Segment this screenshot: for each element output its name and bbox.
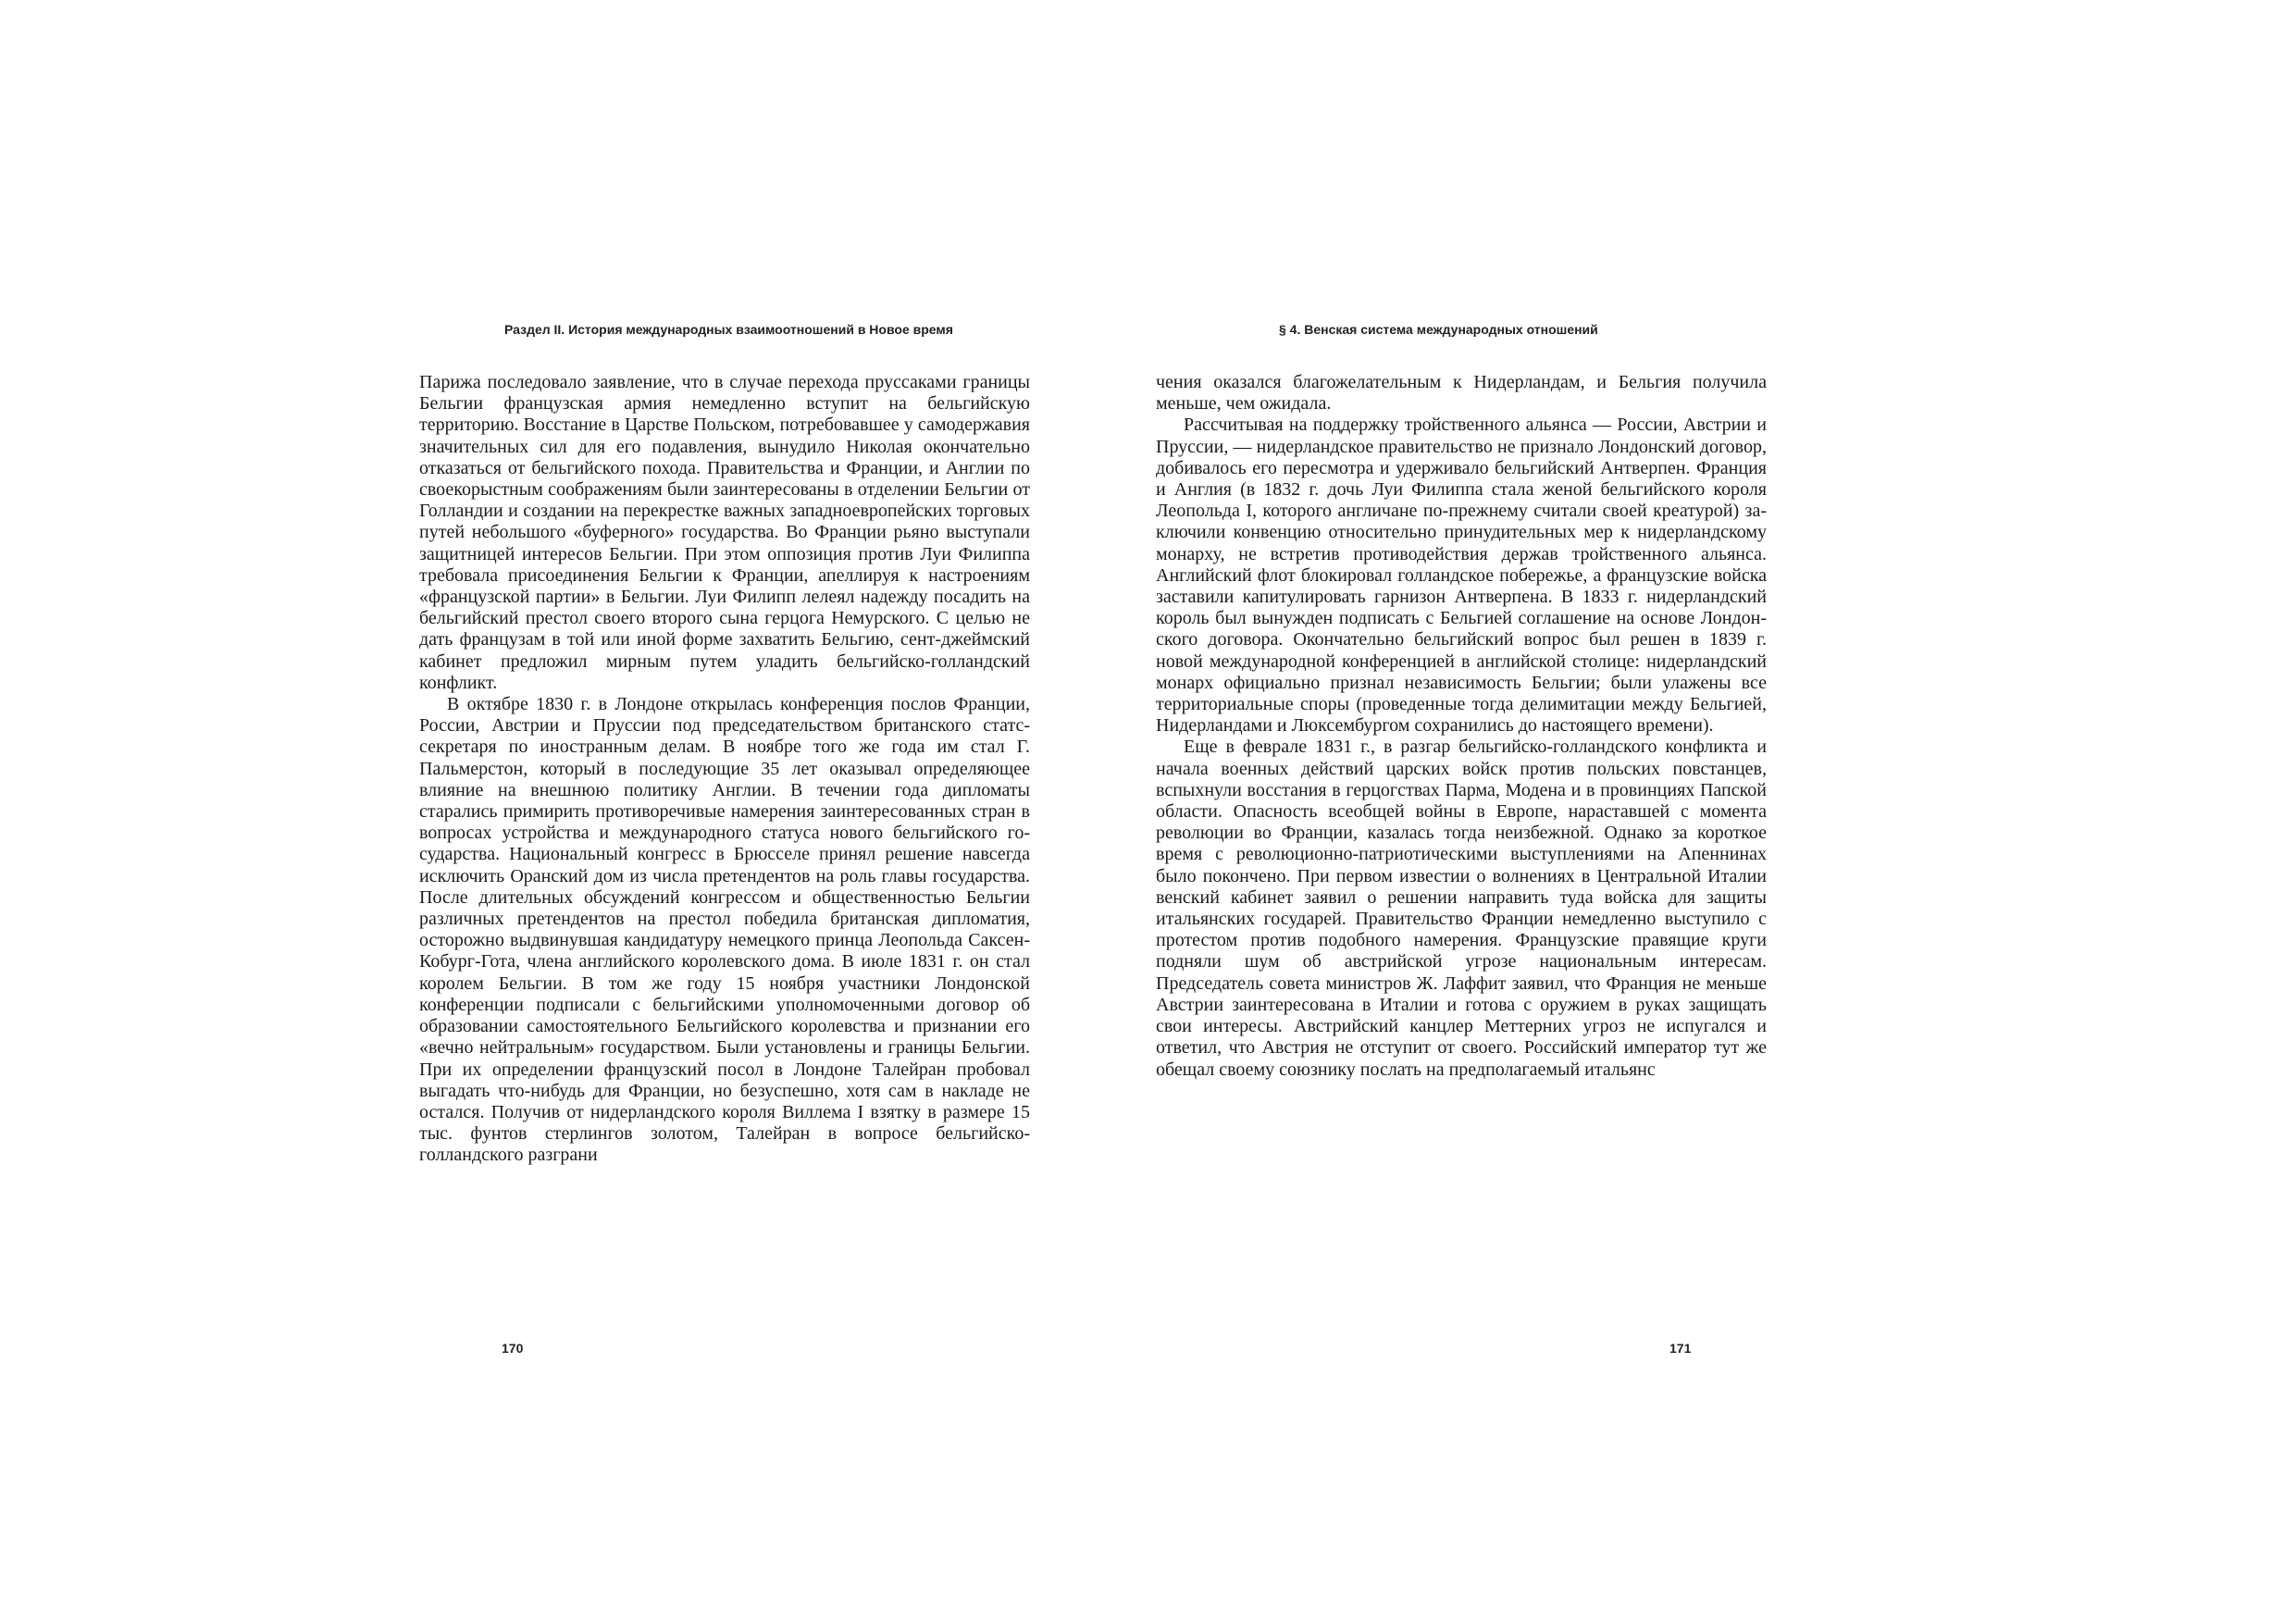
page-number: 170 xyxy=(502,1341,524,1356)
running-head: § 4. Венская система международных отношений xyxy=(1279,322,1598,337)
paragraph: Парижа последовало заявление, что в случае перехода пруссаками границы Бельгии французская армия немедленно вступит на бельгийскую территорию. Восстание в Царстве Польском, потребовавшее у самодержавия значительных сил для его подавления, вынудило Николая окончательно отказаться от бельгийского похода. Правительства и Франции, и Англии по своекорыстным соображениям были заинтересованы в отделении Бельгии от Голландии и создании на перекрестке важных западноевропейских торговых путей небольшого «буферного» государства. Во Франции рьяно выступали защитницей интересов Бельгии. При этом оппозиция против Луи Филиппа требовала присоединения Бельгии к Франции, апеллируя к настроениям «французской партии» в Бельгии. Луи Филипп лелеял надежду посадить на бельгийский престол своего второго сына герцога Немурского. С целью не дать французам в той или иной форме захватить Бельгию, сент-джеймский кабинет предложил мирным путем уладить бельгийско-голландский конфликт. xyxy=(419,372,1030,693)
page-number: 171 xyxy=(1669,1341,1692,1356)
paragraph: Рассчитывая на поддержку тройственного альянса — России, Австрии и Пруссии, — нидерландское правительство не признало Лондонский договор, добивалось его пересмотра и удерживало бельгийский Антверпен. Франция и Англия (в 1832 г. дочь Луи Филиппа стала женой бельгийского короля Леопольда I, которого англичане по-прежнему считали своей креатурой) заключили конвенцию относительно принудительных мер к нидерландскому монарху, не встретив противодействия держав тройственного альянса. Английский флот блокировал голландское побережье, а французские войска заставили капитулировать гарнизон Антверпена. В 1833 г. нидерландский король был вынужден подписать с Бельгией соглашение на основе Лондонского договора. Окончательно бельгийский вопрос был решен в 1839 г. новой международной конференцией в английской столице: нидерландский монарх официально признал независимость Бельгии; были улажены все территориальные споры (проведенные тогда делимитации между Бельгией, Нидерландами и Люксембургом сохранились до настоящего времени). xyxy=(1156,415,1767,737)
paragraph: Еще в феврале 1831 г., в разгар бельгийско-голландского конфликта и начала военных действий царских войск против польских повстанцев, вспыхнули восстания в герцогствах Парма, Модена и в провинциях Папской области. Опасность всеобщей войны в Европе, нараставшей с момента революции во Франции, казалась тогда неизбежной. Однако за короткое время с революционно-патриотическими выступлениями на Апеннинах было покончено. При первом известии о волнениях в Центральной Италии венский кабинет заявил о решении направить туда войска для защиты итальянских государей. Правительство Франции немедленно выступило с протестом против подобного намерения. Французские правящие круги подняли шум об австрийской угрозе национальным интересам. Председатель совета министров Ж. Лаффит заявил, что Франция не меньше Австрии заинтересована в Италии и готова с оружием в руках защищать свои интересы. Австрийский канцлер Меттерних угроз не испугался и ответил, что Австрия не отступит от своего. Российский император тут же обещал своему союзнику послать на предполагаемый итальянс xyxy=(1156,737,1767,1080)
right-page xyxy=(1148,0,2296,1623)
paragraph: В октябре 1830 г. в Лондоне открылась конференция послов Франции, России, Австрии и Пруссии под председательством британского статс-секретаря по иностранным делам. В ноябре того же года им стал Г. Пальмерстон, который в последующие 35 лет оказывал определяющее влияние на внешнюю политику Англии. В течении года дипломаты старались примирить противоречивые намерения заинтересованных стран в вопросах устройства и международного статуса нового бельгийского государства. Национальный конгресс в Брюсселе принял решение навсегда исключить Оранский дом из числа претендентов на роль главы государства. После длительных обсуждений конгрессом и общественностью Бельгии различных претендентов на престол победила британская дипломатия, осторожно выдвинувшая кандидатуру немецкого принца Леопольда Саксен-Кобург-Гота, члена английского королевского дома. В июле 1831 г. он стал королем Бельгии. В том же году 15 ноября участники Лондонской конференции подписали с бельгийскими уполномоченными договор об образовании самостоятельного Бельгийского королевства и признании его «вечно нейтральным» государством. Были установлены и границы Бельгии. При их определении французский посол в Лондоне Талейран пробовал выгадать что-нибудь для Франции, но безуспешно, хотя сам в накладе не остался. Получив от нидерландского короля Виллема I взятку в размере 15 тыс. фунтов стерлингов золотом, Талейран в вопросе бельгийско-голландского разграни xyxy=(419,694,1030,1166)
running-head: Раздел II. История международных взаимоотношений в Новое время xyxy=(504,322,953,337)
body-text xyxy=(1156,372,1767,1081)
paragraph: чения оказался благожелательным к Нидерландам, и Бельгия получила меньше, чем ожидала. xyxy=(1156,372,1767,415)
body-text xyxy=(419,372,1030,1167)
